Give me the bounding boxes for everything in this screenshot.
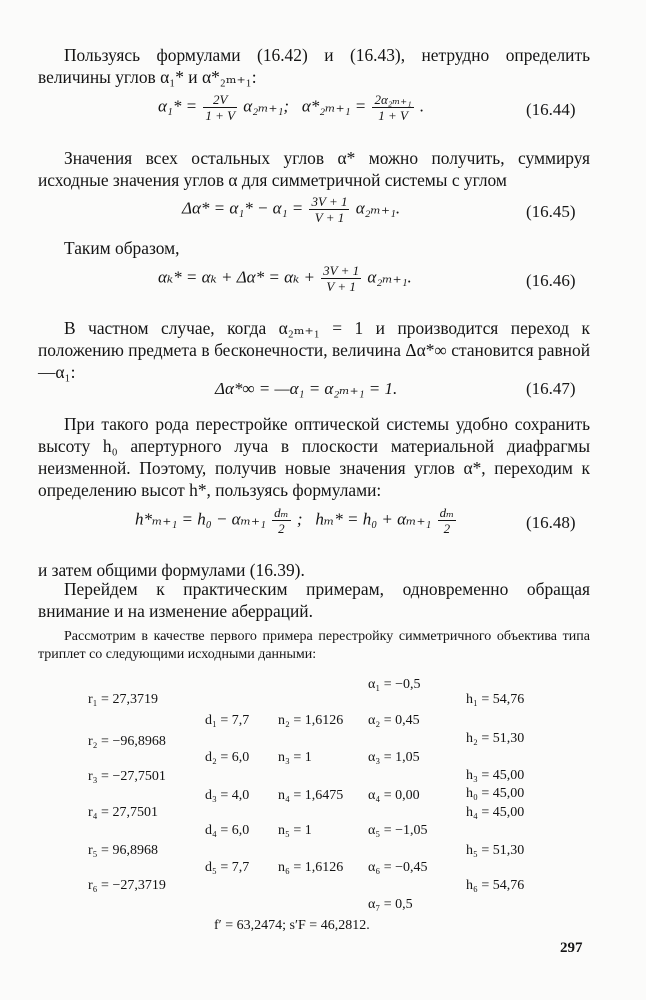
eq45-frac-denominator: V + 1: [314, 210, 345, 225]
paragraph-general-formulas: и затем общими формулами (16.39).: [38, 560, 305, 580]
radius-r1: r₁ = 27,3719: [88, 692, 158, 707]
radius-r3: r₃ = −27,7501: [88, 769, 166, 784]
eq48-frac2-numerator: dₘ: [439, 505, 455, 520]
thickness-d2: d₂ = 6,0: [205, 750, 250, 765]
thickness-d5: d₅ = 7,7: [205, 860, 250, 875]
angle-alpha6: α₆ = −0,45: [368, 860, 428, 875]
eq44-lhs2: α*₂ₘ₊₁ =: [301, 96, 367, 116]
eq48-fraction-2: [438, 505, 456, 536]
eq44-fraction-2: [372, 92, 413, 123]
radius-r4: r₄ = 27,7501: [88, 805, 158, 820]
radius-r2: r₂ = −96,8968: [88, 734, 166, 749]
eq46-frac-numerator: 3V + 1: [323, 263, 360, 278]
height-h0: h₀ = 45,00: [466, 786, 525, 801]
paragraph-example-intro: Рассмотрим в качестве первого примера перестройку симметричного объектива типа триплет со следующими исходными данными:: [38, 629, 590, 662]
thickness-d3: d₃ = 4,0: [205, 788, 250, 803]
equation-16-46: [158, 263, 412, 294]
eq44-tail2: .: [419, 96, 425, 116]
radius-r5: r₅ = 96,8968: [88, 843, 158, 858]
thickness-d4: d₄ = 6,0: [205, 823, 250, 838]
eq48-fraction-1: [272, 505, 290, 536]
height-h3: h₃ = 45,00: [466, 768, 525, 783]
index-n3: n₃ = 1: [278, 750, 312, 765]
eq44-frac1-numerator: 2V: [203, 92, 237, 108]
eq45-tail: α₂ₘ₊₁.: [355, 198, 401, 218]
paragraph-practical-examples: Перейдем к практическим примерам, одновременно обращая внимание и на изменение аберраций.: [38, 579, 590, 621]
eq46-number: (16.46): [526, 271, 576, 290]
eq48-frac1-numerator: dₘ: [274, 505, 289, 520]
height-h5: h₅ = 51,30: [466, 843, 525, 858]
height-h1: h₁ = 54,76: [466, 692, 525, 707]
eq48-number: (16.48): [526, 513, 576, 532]
index-n2: n₂ = 1,6126: [278, 713, 344, 728]
angle-alpha2: α₂ = 0,45: [368, 713, 420, 728]
eq44-lhs1: α₁* =: [158, 96, 198, 116]
index-n6: n₆ = 1,6126: [278, 860, 344, 875]
eq46-frac-denominator: V + 1: [326, 279, 356, 294]
index-n5: n₅ = 1: [278, 823, 312, 838]
eq44-tail1: α₂ₘ₊₁;: [243, 96, 290, 116]
eq46-lhs: αₖ* = αₖ + Δα* = αₖ +: [158, 267, 315, 287]
equation-16-44: [158, 92, 424, 123]
equation-16-45: [182, 194, 400, 225]
eq48-part2: hₘ* = h₀ + αₘ₊₁: [315, 509, 432, 529]
angle-alpha1: α₁ = −0,5: [368, 677, 421, 692]
eq44-frac2-numerator: 2α₂ₘ₊₁: [374, 92, 412, 107]
eq44-frac1-denominator: 1 + V: [205, 108, 236, 123]
eq48-frac1-denominator: 2: [278, 521, 285, 536]
eq48-part1: h*ₘ₊₁ = h₀ − αₘ₊₁: [135, 509, 266, 529]
radius-r6: r₆ = −27,3719: [88, 878, 166, 893]
eq45-frac-numerator: 3V + 1: [311, 194, 348, 209]
eq45-lhs: Δα* = α₁* − α₁ =: [182, 198, 304, 218]
height-h2: h₂ = 51,30: [466, 731, 525, 746]
paragraph-thus: Таким образом,: [64, 238, 180, 258]
eq48-separator: ;: [296, 509, 303, 529]
angle-alpha4: α₄ = 0,00: [368, 788, 420, 803]
equation-16-48: [135, 505, 458, 536]
page-number: 297: [560, 940, 583, 956]
eq44-number: (16.44): [526, 100, 576, 119]
height-h6: h₆ = 54,76: [466, 878, 525, 893]
index-n4: n₄ = 1,6475: [278, 788, 344, 803]
equation-16-47: Δα*∞ = —α₁ = α₂ₘ₊₁ = 1.: [215, 379, 398, 398]
paragraph-other-angles: Значения всех остальных углов α* можно получить, суммируя исходные значения углов α для симметричной системы с углом: [38, 148, 590, 190]
angle-alpha5: α₅ = −1,05: [368, 823, 428, 838]
eq44-frac2-denominator: 1 + V: [378, 108, 408, 123]
eq45-number: (16.45): [526, 202, 576, 221]
eq44-fraction-1: [203, 92, 237, 123]
eq46-fraction: [321, 263, 361, 294]
angle-alpha3: α₃ = 1,05: [368, 750, 420, 765]
thickness-d1: d₁ = 7,7: [205, 713, 250, 728]
eq45-fraction: [309, 194, 349, 225]
focal-summary: f′ = 63,2474; s′F = 46,2812.: [214, 918, 370, 933]
eq47-number: (16.47): [526, 379, 576, 398]
angle-alpha7: α₇ = 0,5: [368, 897, 413, 912]
height-h4: h₄ = 45,00: [466, 805, 525, 820]
paragraph-restructuring: При такого рода перестройке оптической системы удобно сохранить высоту h₀ апертурного луча в плоскости материальной диафрагмы неизменной. Поэтому, получив новые значения углов α*, переходим к определению высот h*, пользуясь формулами:: [38, 414, 590, 500]
paragraph-intro: Пользуясь формулами (16.42) и (16.43), нетрудно определить величины углов α₁* и α*₂ₘ₊₁:: [38, 45, 590, 87]
eq46-tail: α₂ₘ₊₁.: [367, 267, 412, 287]
paragraph-special-case: В частном случае, когда α₂ₘ₊₁ = 1 и производится переход к положению предмета в бесконечности, величина Δα*∞ становится равной —α₁:: [38, 318, 590, 382]
eq48-frac2-denominator: 2: [443, 521, 451, 536]
